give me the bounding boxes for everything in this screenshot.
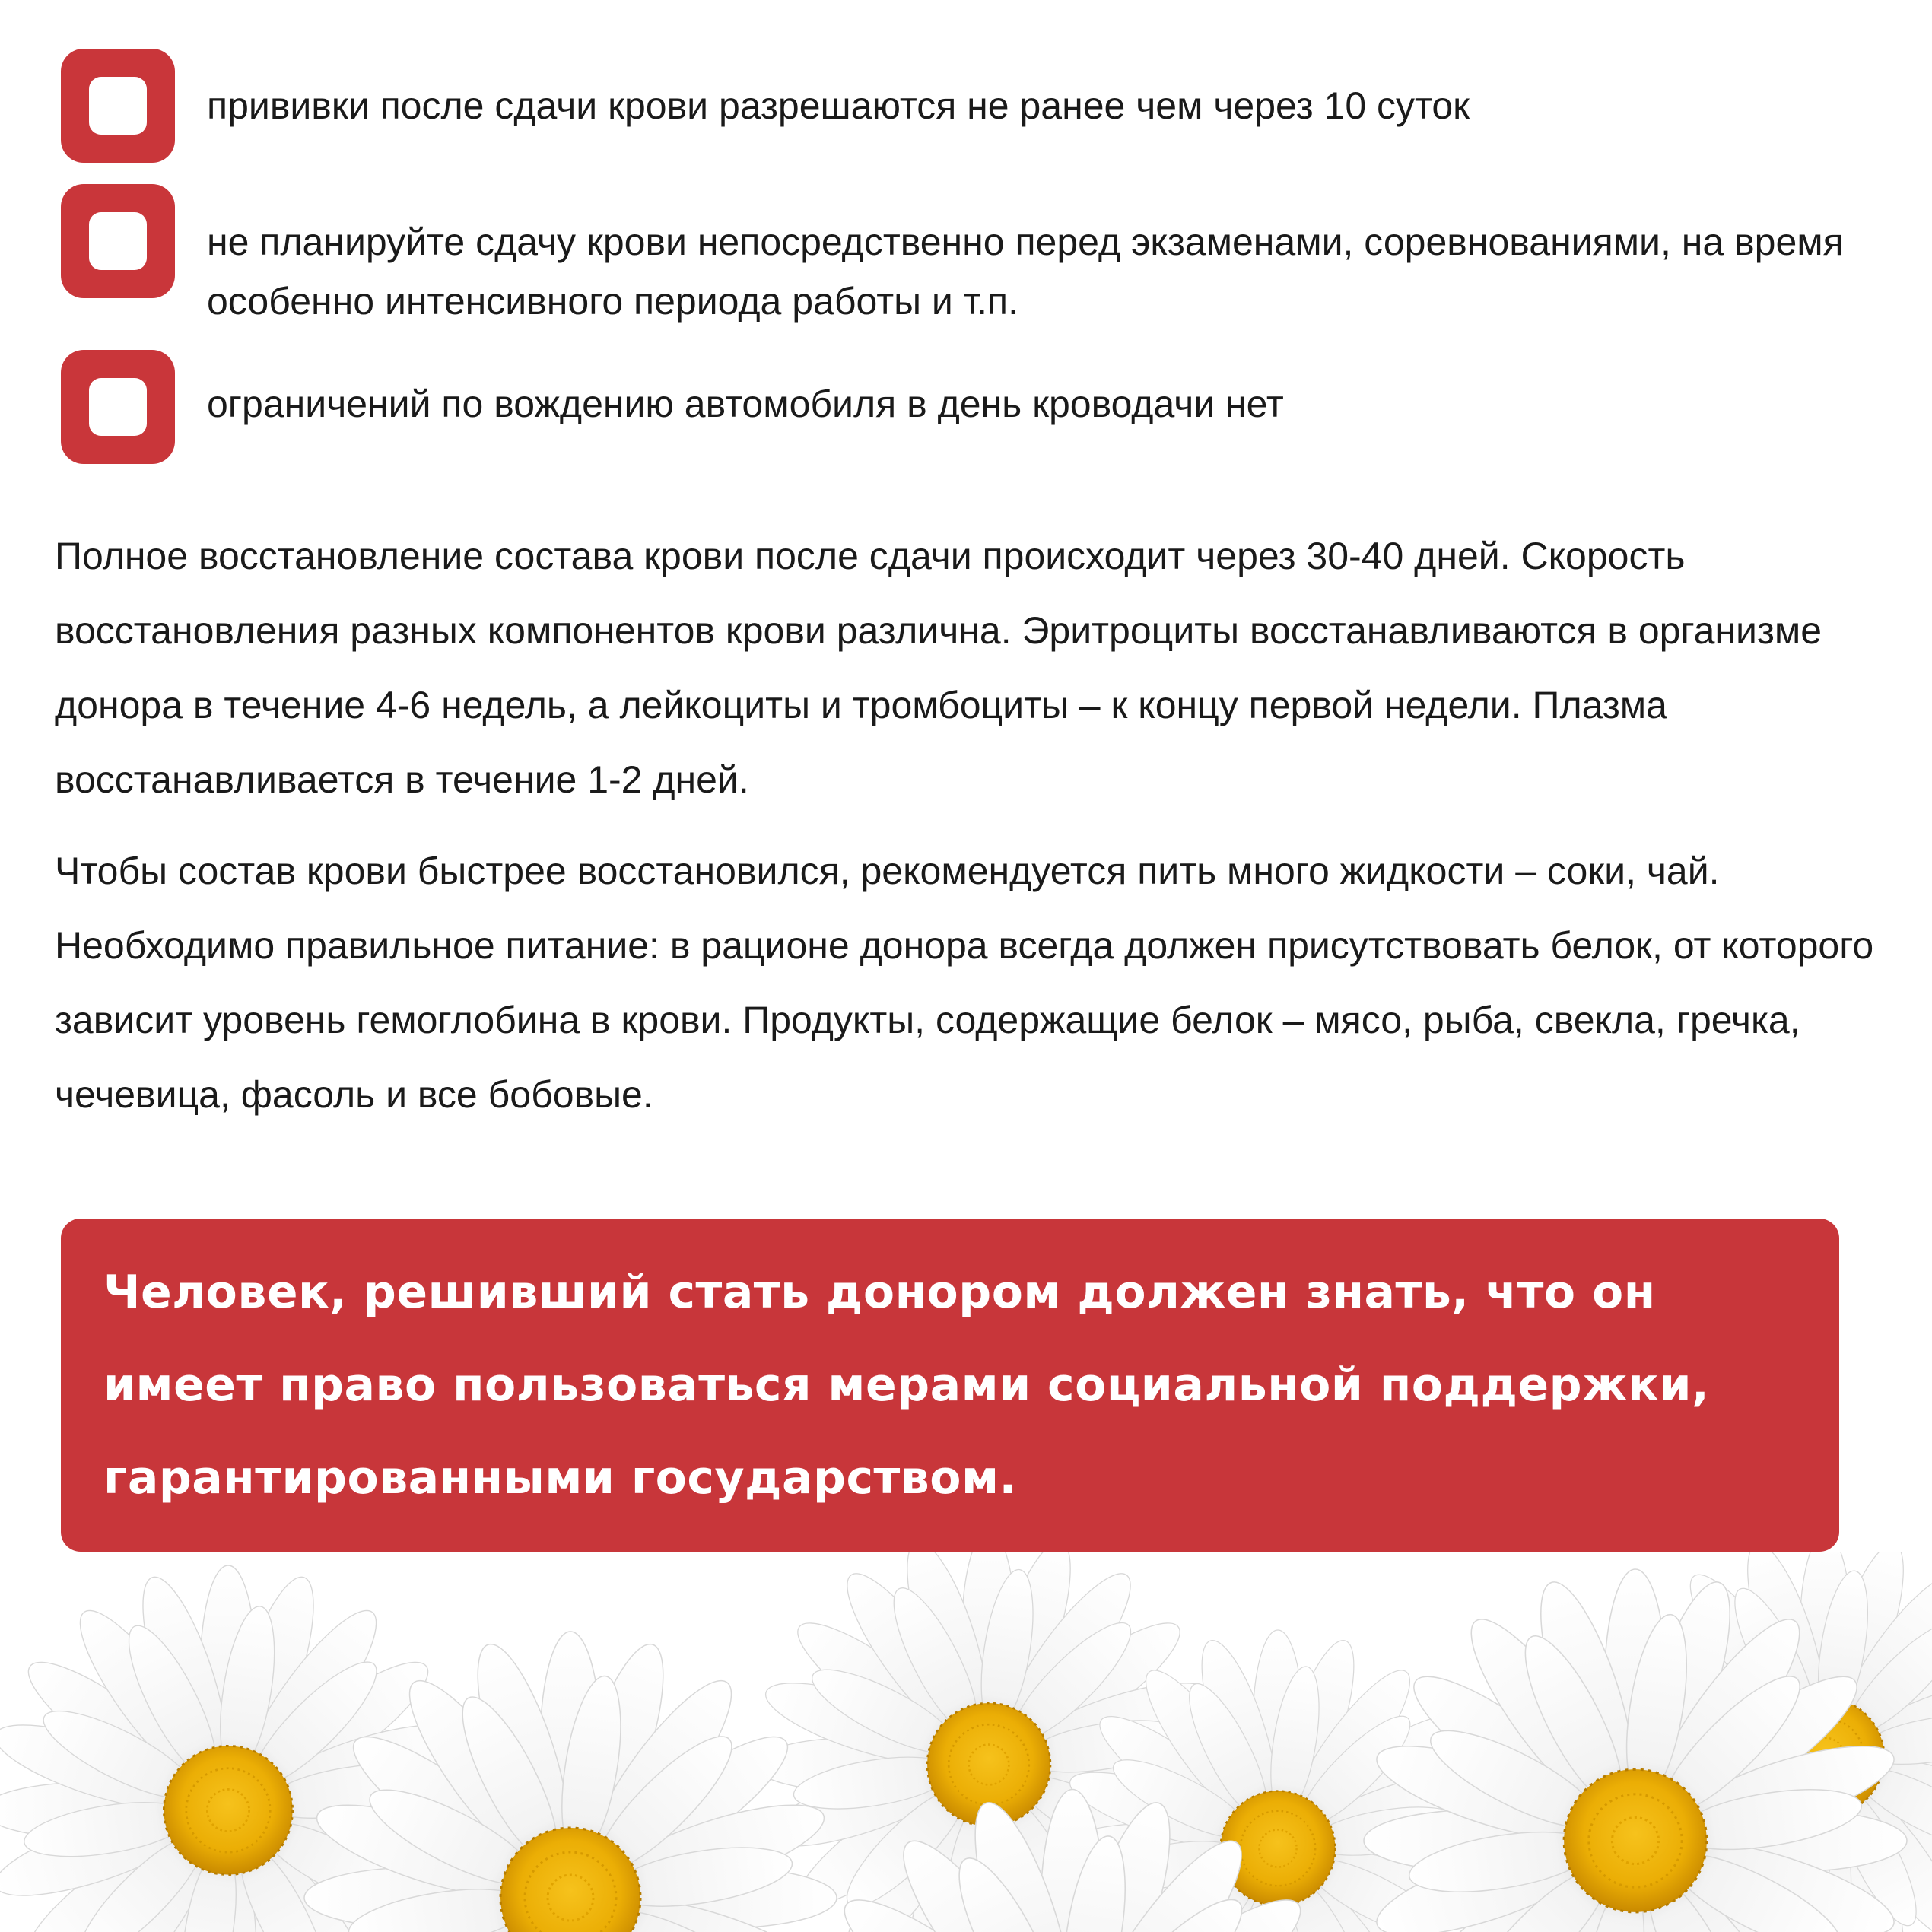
daisy-decoration	[0, 1552, 1932, 1932]
banner-text: Человек, решивший стать донором должен знать, что он имеет право пользоваться мерами социальной поддержки, гарантированными государством.	[103, 1266, 1710, 1505]
checkbox-icon	[61, 350, 175, 464]
checkbox-icon	[61, 184, 175, 298]
checklist-item-text: прививки после сдачи крови разрешаются не ранее чем через 10 суток	[207, 84, 1470, 127]
checklist-item-text: ограничений по вождению автомобиля в день кроводачи нет	[207, 383, 1284, 425]
paragraph-recovery: Полное восстановление состава крови после сдачи происходит через 30-40 дней. Скорость восстановления разных компонентов крови различна. Эритроциты восстанавливаются в организме донора в течение 4-6 недель, а лейкоциты и тромбоциты – к концу первой недели. Плазма восстанавливается в течение 1-2 дней.	[55, 535, 1822, 801]
social-support-banner	[61, 1219, 1839, 1552]
paragraph-nutrition: Чтобы состав крови быстрее восстановился, рекомендуется пить много жидкости – соки, чай. Необходимо правильное питание: в рационе донора всегда должен присутствовать белок, от которого зависит уровень гемоглобина в крови. Продукты, содержащие белок – мясо, рыба, свекла, гречка, чечевица, фасоль и все бобовые.	[55, 850, 1874, 1116]
body-text	[55, 519, 1895, 1132]
checklist-item-text: не планируйте сдачу крови непосредственно перед экзаменами, соревнованиями, на время особенно интенсивного периода работы и т.п.	[207, 221, 1844, 323]
checkbox-icon	[61, 49, 175, 163]
checklist	[0, 0, 1932, 472]
